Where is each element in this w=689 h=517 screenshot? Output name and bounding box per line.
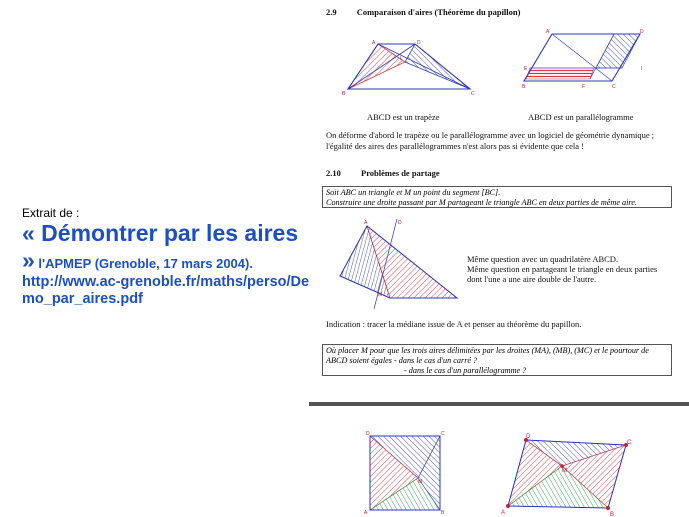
side-line: Même question avec un quadrilatère ABCD. [467, 254, 619, 264]
label-c: C [471, 91, 475, 97]
section-29-number: 2.9 [326, 7, 337, 17]
blue-hatched-region [596, 34, 640, 68]
label-d: D [640, 29, 644, 35]
indication-text: Indication : tracer la médiane issue de A et penser au théorème du papillon. [326, 319, 582, 329]
label-d: D [398, 220, 402, 226]
red-hatched-region [348, 44, 405, 89]
label-b: B [522, 84, 526, 90]
section-210-header [326, 168, 440, 178]
caption-trapezoid: ABCD est un trapèze [367, 112, 440, 122]
label-d: D [417, 40, 421, 46]
problem-box-1 [322, 186, 672, 208]
side-line: dont l'une a une aire double de l'autre. [467, 274, 597, 284]
label-d: D [366, 431, 370, 437]
label-d: D [526, 434, 531, 440]
caption-org: l'APMEP [34, 256, 95, 271]
label-m: M [562, 468, 567, 474]
section-divider [309, 402, 689, 406]
label-f: F [582, 84, 586, 90]
side-question [467, 254, 657, 284]
label-a: A [372, 40, 376, 46]
label-a: A [546, 29, 550, 35]
box-line: Construire une droite passant par M partageant le triangle ABC en deux parties de même aire. [326, 198, 637, 207]
label-b: B [441, 510, 445, 515]
label-a: A [501, 510, 506, 516]
caption-event: (Grenoble, 17 mars 2004). [94, 256, 253, 271]
label-c: C [627, 440, 632, 446]
label-m: M [418, 479, 423, 485]
label-a: A [364, 510, 368, 515]
box-line: Soit ABC un triangle et M un point du segment [BC]. [326, 188, 501, 197]
side-line: Même question en partageant le triangle en deux parties [467, 264, 658, 274]
label-m: M [378, 292, 383, 298]
source-link[interactable]: http://www.ac-grenoble.fr/maths/perso/Demo_par_aires.pdf [22, 274, 310, 307]
source-caption [22, 206, 312, 308]
section-210-number: 2.10 [326, 168, 341, 178]
box-line: - dans le cas d'un parallélogramme ? [404, 366, 527, 375]
label-b: B [342, 91, 346, 97]
section-29-paragraph [326, 130, 654, 152]
box-line: ABCD soient égales - dans le cas d'un carré ? [326, 356, 478, 365]
label-b: B [610, 512, 615, 517]
paragraph-line: l'égalité des aires des parallélogrammes n'est alors pas si évidente que cela ! [326, 141, 584, 151]
label-c: C [612, 84, 616, 90]
parallelogram-point-figure [498, 430, 638, 517]
box-line: Où placer M pour que les trois aires délimitées par les droites (MA), (MB), (MC) et le pourtour de [326, 346, 649, 355]
red-band-region [526, 68, 594, 79]
document-title: « Démontrer par les aires » [22, 220, 299, 273]
section-210-title: Problèmes de partage [361, 168, 440, 178]
label-c: C [441, 431, 445, 437]
caption-parallelogram: ABCD est un parallélogramme [528, 112, 634, 122]
label-i: I [400, 56, 402, 62]
problem-box-2 [322, 344, 672, 376]
paragraph-line: On déforme d'abord le trapèze ou le parallélogramme avec un logiciel de géométrie dynamique ; [326, 130, 655, 140]
trapezoid-figure [330, 36, 480, 98]
triangle-partition-figure [322, 214, 464, 310]
blue-hatched-region [405, 44, 470, 89]
label-i: I [641, 66, 643, 72]
section-29-header [326, 7, 520, 17]
label-a: A [364, 220, 368, 226]
label-e: E [524, 66, 528, 72]
caption-intro: Extrait de : [22, 206, 80, 220]
section-29-title: Comparaison d'aires (Théorème du papillon) [356, 7, 521, 17]
parallelogram-figure [522, 24, 652, 92]
square-figure [360, 430, 450, 515]
